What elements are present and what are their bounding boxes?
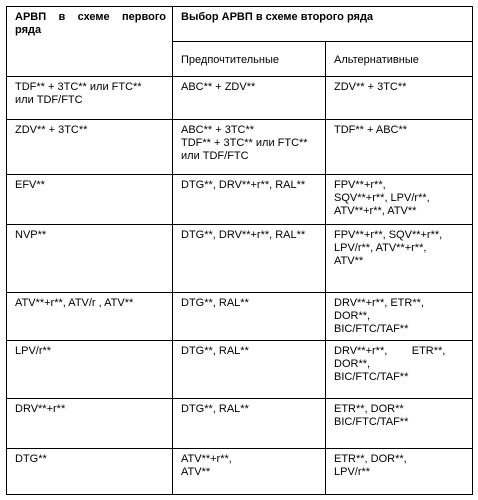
cell-line: FPV**+r**, SQV**+r**, <box>334 229 443 241</box>
cell-preferred <box>173 449 326 495</box>
header-second-line: Выбор АРВП в схеме второго ряда <box>173 7 473 42</box>
cell-line: TDF** + 3TC** или FTC** <box>15 81 142 93</box>
cell-first-line <box>7 175 173 225</box>
cell-line: LPV/r** <box>15 345 52 357</box>
table-row <box>7 120 473 175</box>
cell-line: ABC** + 3TC** <box>181 124 255 136</box>
cell-line: DTG**, DRV**+r**, RAL** <box>181 229 306 241</box>
cell-line: ATV**+r**, <box>181 453 232 465</box>
cell-line: DTG**, DRV**+r**, RAL** <box>181 179 306 191</box>
cell-line: EFV** <box>15 179 45 191</box>
cell-alternative <box>326 399 473 449</box>
cell-line: или TDF/FTC <box>15 94 83 106</box>
cell-preferred <box>173 293 326 341</box>
table-body <box>7 7 473 495</box>
cell-alternative <box>326 293 473 341</box>
cell-line: DRV**+r**, ETR**, <box>334 345 446 357</box>
cell-alternative <box>326 341 473 399</box>
cell-line: DTG**, RAL** <box>181 403 249 415</box>
table-row <box>7 341 473 399</box>
cell-line: TDF** + 3TC** или FTC** <box>181 137 308 149</box>
cell-line: ETR**, DOR** <box>334 403 404 415</box>
subheader-alternative: Альтернативные <box>326 42 473 77</box>
cell-preferred <box>173 399 326 449</box>
cell-line: DOR**, <box>334 310 371 322</box>
cell-line: ATV** <box>334 255 364 267</box>
cell-first-line <box>7 399 173 449</box>
cell-line: DTG** <box>15 453 47 465</box>
cell-preferred <box>173 341 326 399</box>
cell-line: LPV/r** <box>334 466 371 478</box>
cell-line: FPV**+r**, <box>334 179 386 191</box>
subheader-preferred: Предпочтительные <box>173 42 326 77</box>
cell-line: или TDF/FTC <box>181 150 249 162</box>
cell-line: BIC/FTC/TAF** <box>334 323 409 335</box>
cell-line: SQV**+r**, LPV/r**, <box>334 192 430 204</box>
table-row <box>7 293 473 341</box>
cell-alternative <box>326 449 473 495</box>
cell-line: DOR**, <box>334 358 371 370</box>
arv-regimen-table <box>6 6 473 495</box>
cell-alternative <box>326 77 473 120</box>
cell-first-line <box>7 120 173 175</box>
table-row <box>7 175 473 225</box>
cell-line: ZDV** + 3TC** <box>334 81 407 93</box>
cell-line: ATV** <box>181 466 211 478</box>
header-first-line: АРВП в схеме первого ряда <box>7 7 173 77</box>
cell-first-line <box>7 449 173 495</box>
table-row <box>7 449 473 495</box>
cell-first-line <box>7 225 173 293</box>
cell-first-line <box>7 293 173 341</box>
header-row <box>7 7 473 42</box>
cell-line: BIC/FTC/TAF** <box>334 371 409 383</box>
cell-line: DTG**, RAL** <box>181 297 249 309</box>
cell-alternative <box>326 175 473 225</box>
cell-line: NVP** <box>15 229 47 241</box>
table-row <box>7 77 473 120</box>
cell-line: TDF** + ABC** <box>334 124 408 136</box>
cell-line: ETR**, DOR**, <box>334 453 407 465</box>
cell-line: LPV/r**, ATV**+r**, <box>334 242 427 254</box>
table-row <box>7 225 473 293</box>
cell-line: ZDV** + 3TC** <box>15 124 88 136</box>
cell-line: BIC/FTC/TAF** <box>334 416 409 428</box>
cell-line: DRV**+r** <box>15 403 66 415</box>
cell-alternative <box>326 120 473 175</box>
cell-first-line <box>7 341 173 399</box>
cell-line: DTG**, RAL** <box>181 345 249 357</box>
cell-preferred <box>173 120 326 175</box>
cell-line: ATV**+r**, ATV** <box>334 205 417 217</box>
cell-line: ATV**+r**, ATV/r , ATV** <box>15 297 134 309</box>
cell-alternative <box>326 225 473 293</box>
cell-first-line <box>7 77 173 120</box>
cell-preferred <box>173 175 326 225</box>
table-row <box>7 399 473 449</box>
cell-line: ABC** + ZDV** <box>181 81 256 93</box>
cell-preferred <box>173 77 326 120</box>
cell-line: DRV**+r**, ETR**, <box>334 297 424 309</box>
cell-preferred <box>173 225 326 293</box>
